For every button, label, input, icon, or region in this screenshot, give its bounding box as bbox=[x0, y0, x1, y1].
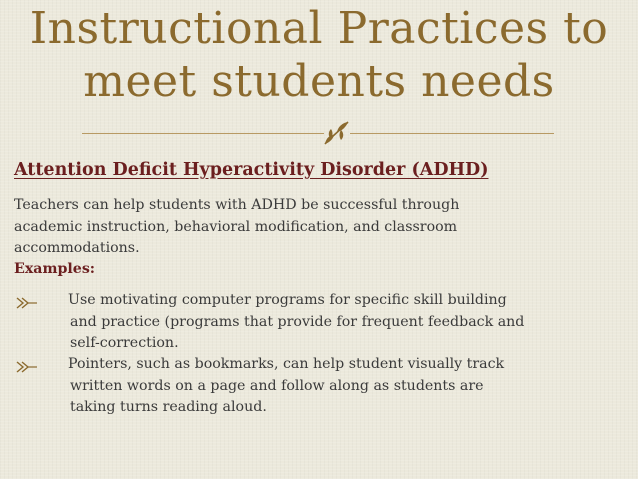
bullet-line: self-correction. bbox=[70, 335, 179, 351]
intro-paragraph bbox=[14, 195, 614, 260]
bullet-line: taking turns reading aloud. bbox=[70, 399, 267, 415]
title-line-2: meet students needs bbox=[83, 56, 555, 107]
bullet-line: Pointers, such as bookmarks, can help student visually track bbox=[68, 356, 505, 372]
section-heading: Attention Deficit Hyperactivity Disorder (ADHD) bbox=[14, 160, 489, 180]
examples-label: Examples: bbox=[14, 261, 96, 277]
title-divider-right bbox=[350, 133, 554, 134]
bullet-line: Use motivating computer programs for specific skill building bbox=[68, 292, 507, 308]
intro-line: academic instruction, behavioral modification, and classroom bbox=[14, 218, 458, 235]
bullet-line: and practice (programs that provide for frequent feedback and bbox=[70, 313, 525, 330]
intro-line: Teachers can help students with ADHD be successful through bbox=[14, 197, 460, 213]
title-line-1: Instructional Practices to bbox=[29, 3, 609, 54]
intro-line: accommodations. bbox=[14, 240, 140, 256]
double-arrow-bullet-icon bbox=[16, 295, 38, 307]
double-arrow-bullet-icon bbox=[16, 359, 38, 371]
bullet-line: written words on a page and follow along as students are bbox=[70, 377, 484, 394]
title-divider-left bbox=[82, 133, 324, 134]
slide-title bbox=[0, 2, 638, 108]
fleuron-ornament-icon bbox=[322, 118, 352, 148]
